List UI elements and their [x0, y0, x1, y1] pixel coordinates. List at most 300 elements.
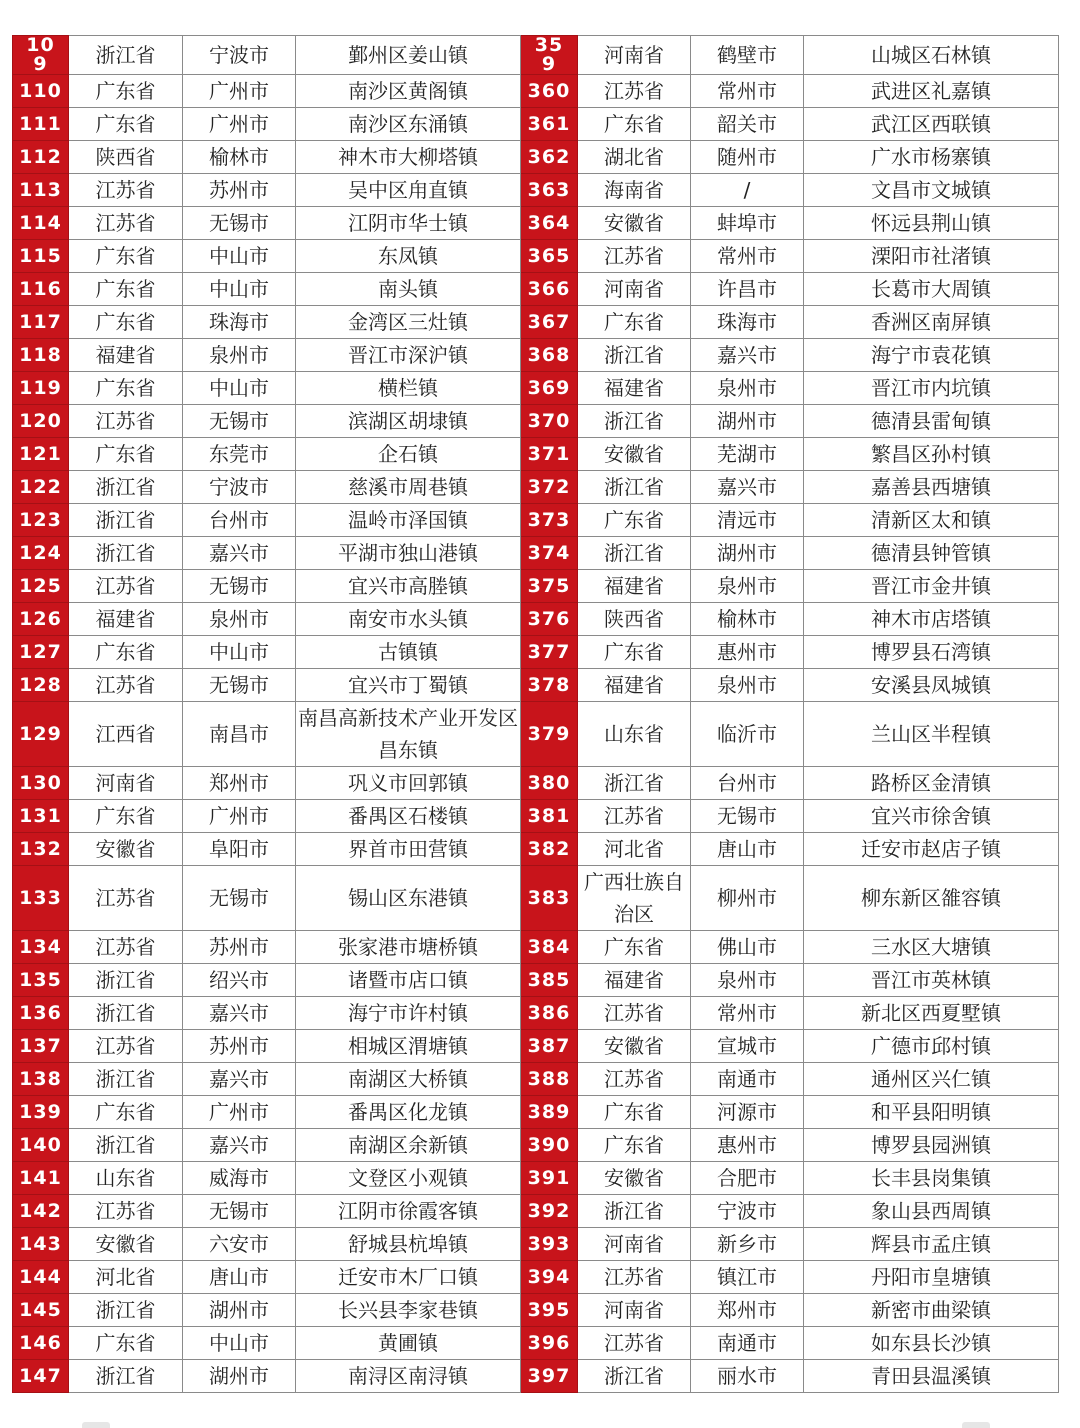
rank-number-cell: 384: [521, 931, 578, 964]
town-cell: 鄞州区姜山镇: [296, 36, 521, 75]
city-cell: 嘉兴市: [691, 339, 804, 372]
town-cell: 宜兴市高塍镇: [296, 570, 521, 603]
table-row: [13, 1360, 1059, 1393]
rank-number-cell: 388: [521, 1063, 578, 1096]
city-cell: 中山市: [183, 1327, 296, 1360]
town-cell: 博罗县石湾镇: [804, 636, 1059, 669]
city-cell: 宁波市: [691, 1195, 804, 1228]
city-cell: 宁波市: [183, 471, 296, 504]
town-cell: 如东县长沙镇: [804, 1327, 1059, 1360]
town-cell: 宜兴市丁蜀镇: [296, 669, 521, 702]
town-cell: 德清县钟管镇: [804, 537, 1059, 570]
town-cell: 兰山区半程镇: [804, 702, 1059, 767]
rank-number-cell: 389: [521, 1096, 578, 1129]
province-cell: 浙江省: [578, 339, 691, 372]
rank-number-cell: 138: [13, 1063, 69, 1096]
city-cell: 绍兴市: [183, 964, 296, 997]
rank-number-cell: 383: [521, 866, 578, 931]
city-cell: 唐山市: [691, 833, 804, 866]
town-cell: 和平县阳明镇: [804, 1096, 1059, 1129]
table-row: [13, 36, 1059, 75]
rank-number-cell: 125: [13, 570, 69, 603]
town-cell: 相城区渭塘镇: [296, 1030, 521, 1063]
city-cell: 嘉兴市: [183, 1063, 296, 1096]
province-cell: 广东省: [69, 306, 183, 339]
rank-number-cell: 134: [13, 931, 69, 964]
rank-number-cell: 129: [13, 702, 69, 767]
city-cell: 广州市: [183, 75, 296, 108]
town-cell: 象山县西周镇: [804, 1195, 1059, 1228]
province-cell: 福建省: [578, 372, 691, 405]
city-cell: 中山市: [183, 240, 296, 273]
province-cell: 浙江省: [578, 1360, 691, 1393]
table-row: [13, 964, 1059, 997]
town-cell: 武进区礼嘉镇: [804, 75, 1059, 108]
rank-number-cell: 394: [521, 1261, 578, 1294]
table-row: [13, 339, 1059, 372]
rank-number-cell: 373: [521, 504, 578, 537]
town-cell: 怀远县荆山镇: [804, 207, 1059, 240]
town-cell: 香洲区南屏镇: [804, 306, 1059, 339]
town-cell: 路桥区金清镇: [804, 767, 1059, 800]
province-cell: 浙江省: [578, 471, 691, 504]
city-cell: 东莞市: [183, 438, 296, 471]
town-cell: 辉县市孟庄镇: [804, 1228, 1059, 1261]
rank-number-cell: 375: [521, 570, 578, 603]
province-cell: 江苏省: [69, 174, 183, 207]
town-cell: 迁安市赵店子镇: [804, 833, 1059, 866]
rank-number-cell: 115: [13, 240, 69, 273]
city-cell: 蚌埠市: [691, 207, 804, 240]
town-cell: 海宁市袁花镇: [804, 339, 1059, 372]
rank-number-cell: 127: [13, 636, 69, 669]
city-cell: 嘉兴市: [183, 537, 296, 570]
city-cell: 临沂市: [691, 702, 804, 767]
province-cell: 浙江省: [578, 537, 691, 570]
rank-number-cell: 381: [521, 800, 578, 833]
city-cell: 榆林市: [183, 141, 296, 174]
province-cell: 海南省: [578, 174, 691, 207]
table-row: [13, 1063, 1059, 1096]
rank-number-cell: 367: [521, 306, 578, 339]
province-cell: 浙江省: [69, 964, 183, 997]
province-cell: 广东省: [69, 108, 183, 141]
rank-number-cell: 122: [13, 471, 69, 504]
province-cell: 河北省: [69, 1261, 183, 1294]
province-cell: 山东省: [578, 702, 691, 767]
town-cell: 南浔区南浔镇: [296, 1360, 521, 1393]
rank-number-cell: 371: [521, 438, 578, 471]
table-row: [13, 931, 1059, 964]
table-row: [13, 405, 1059, 438]
town-ranking-table: [12, 35, 1059, 1393]
province-cell: 陕西省: [578, 603, 691, 636]
city-cell: 湖州市: [183, 1360, 296, 1393]
city-cell: 泉州市: [183, 603, 296, 636]
city-cell: 无锡市: [183, 1195, 296, 1228]
city-cell: 无锡市: [183, 866, 296, 931]
rank-number-cell: 369: [521, 372, 578, 405]
rank-number-cell: 135: [13, 964, 69, 997]
rank-number-cell: 376: [521, 603, 578, 636]
province-cell: 安徽省: [69, 1228, 183, 1261]
city-cell: 泉州市: [691, 964, 804, 997]
city-cell: 珠海市: [183, 306, 296, 339]
table-row: [13, 669, 1059, 702]
rank-number-cell: 113: [13, 174, 69, 207]
city-cell: 镇江市: [691, 1261, 804, 1294]
province-cell: 江西省: [69, 702, 183, 767]
province-cell: 河南省: [578, 273, 691, 306]
city-cell: 中山市: [183, 372, 296, 405]
province-cell: 江苏省: [69, 1195, 183, 1228]
town-cell: 迁安市木厂口镇: [296, 1261, 521, 1294]
town-cell: 青田县温溪镇: [804, 1360, 1059, 1393]
rank-number-cell: 117: [13, 306, 69, 339]
province-cell: 江苏省: [69, 931, 183, 964]
city-cell: 佛山市: [691, 931, 804, 964]
page-edge-mark: [82, 1422, 110, 1428]
rank-number-cell: 359: [521, 36, 578, 75]
town-cell: 舒城县杭埠镇: [296, 1228, 521, 1261]
rank-number-cell: 116: [13, 273, 69, 306]
city-cell: 新乡市: [691, 1228, 804, 1261]
province-cell: 江苏省: [578, 997, 691, 1030]
province-cell: 福建省: [69, 339, 183, 372]
rank-number-cell: 364: [521, 207, 578, 240]
province-cell: 江苏省: [578, 1063, 691, 1096]
town-cell: 张家港市塘桥镇: [296, 931, 521, 964]
rank-number-cell: 380: [521, 767, 578, 800]
city-cell: 阜阳市: [183, 833, 296, 866]
town-cell: 晋江市金井镇: [804, 570, 1059, 603]
town-cell: 企石镇: [296, 438, 521, 471]
town-cell: 博罗县园洲镇: [804, 1129, 1059, 1162]
town-cell: 长丰县岗集镇: [804, 1162, 1059, 1195]
city-cell: 嘉兴市: [691, 471, 804, 504]
province-cell: 浙江省: [69, 471, 183, 504]
town-cell: 文昌市文城镇: [804, 174, 1059, 207]
province-cell: 江苏省: [578, 1327, 691, 1360]
town-cell: 广水市杨寨镇: [804, 141, 1059, 174]
province-cell: 河南省: [578, 1228, 691, 1261]
town-cell: 慈溪市周巷镇: [296, 471, 521, 504]
table-row: [13, 1030, 1059, 1063]
province-cell: 湖北省: [578, 141, 691, 174]
town-cell: 吴中区甪直镇: [296, 174, 521, 207]
rank-number-cell: 126: [13, 603, 69, 636]
rank-number-cell: 391: [521, 1162, 578, 1195]
town-cell: 新密市曲梁镇: [804, 1294, 1059, 1327]
city-cell: 无锡市: [183, 405, 296, 438]
rank-number-cell: 112: [13, 141, 69, 174]
province-cell: 浙江省: [69, 1129, 183, 1162]
town-cell: 广德市邱村镇: [804, 1030, 1059, 1063]
rank-number-cell: 119: [13, 372, 69, 405]
town-cell: 清新区太和镇: [804, 504, 1059, 537]
town-cell: 滨湖区胡埭镇: [296, 405, 521, 438]
city-cell: 泉州市: [691, 570, 804, 603]
town-cell: 南沙区东涌镇: [296, 108, 521, 141]
province-cell: 浙江省: [578, 767, 691, 800]
city-cell: 中山市: [183, 273, 296, 306]
rank-number-cell: 392: [521, 1195, 578, 1228]
rank-number-cell: 110: [13, 75, 69, 108]
province-cell: 江苏省: [69, 207, 183, 240]
town-cell: 巩义市回郭镇: [296, 767, 521, 800]
province-cell: 安徽省: [578, 1162, 691, 1195]
table-row: [13, 174, 1059, 207]
province-cell: 河南省: [578, 1294, 691, 1327]
province-cell: 江苏省: [69, 866, 183, 931]
province-cell: 浙江省: [69, 1063, 183, 1096]
city-cell: 苏州市: [183, 1030, 296, 1063]
city-cell: 鹤壁市: [691, 36, 804, 75]
ranking-table-page: [12, 35, 1058, 1393]
city-cell: 无锡市: [691, 800, 804, 833]
town-cell: 南湖区大桥镇: [296, 1063, 521, 1096]
table-row: [13, 273, 1059, 306]
city-cell: 韶关市: [691, 108, 804, 141]
city-cell: 威海市: [183, 1162, 296, 1195]
town-cell: 番禺区石楼镇: [296, 800, 521, 833]
city-cell: 湖州市: [691, 537, 804, 570]
table-row: [13, 1195, 1059, 1228]
province-cell: 浙江省: [69, 1294, 183, 1327]
province-cell: 浙江省: [69, 504, 183, 537]
city-cell: 广州市: [183, 1096, 296, 1129]
town-cell: 柳东新区雒容镇: [804, 866, 1059, 931]
province-cell: 广东省: [69, 636, 183, 669]
rank-number-cell: 146: [13, 1327, 69, 1360]
province-cell: 浙江省: [578, 405, 691, 438]
province-cell: 浙江省: [69, 1360, 183, 1393]
city-cell: 无锡市: [183, 570, 296, 603]
province-cell: 福建省: [69, 603, 183, 636]
province-cell: 广东省: [69, 438, 183, 471]
table-row: [13, 504, 1059, 537]
city-cell: 台州市: [183, 504, 296, 537]
table-row: [13, 767, 1059, 800]
table-row: [13, 1294, 1059, 1327]
city-cell: 台州市: [691, 767, 804, 800]
table-row: [13, 537, 1059, 570]
town-cell: 文登区小观镇: [296, 1162, 521, 1195]
province-cell: 江苏省: [69, 1030, 183, 1063]
city-cell: 郑州市: [183, 767, 296, 800]
province-cell: 江苏省: [578, 240, 691, 273]
city-cell: 惠州市: [691, 636, 804, 669]
town-cell: 三水区大塘镇: [804, 931, 1059, 964]
province-cell: 河北省: [578, 833, 691, 866]
province-cell: 江苏省: [578, 800, 691, 833]
town-cell: 神木市店塔镇: [804, 603, 1059, 636]
province-cell: 江苏省: [578, 75, 691, 108]
province-cell: 安徽省: [69, 833, 183, 866]
rank-number-cell: 360: [521, 75, 578, 108]
rank-number-cell: 374: [521, 537, 578, 570]
rank-number-cell: 121: [13, 438, 69, 471]
rank-number-cell: 362: [521, 141, 578, 174]
town-cell: 繁昌区孙村镇: [804, 438, 1059, 471]
table-row: [13, 141, 1059, 174]
province-cell: 广东省: [69, 75, 183, 108]
province-cell: 安徽省: [578, 1030, 691, 1063]
table-row: [13, 1162, 1059, 1195]
rank-number-cell: 143: [13, 1228, 69, 1261]
rank-number-cell: 132: [13, 833, 69, 866]
rank-number-cell: 382: [521, 833, 578, 866]
table-row: [13, 207, 1059, 240]
rank-number-cell: 137: [13, 1030, 69, 1063]
town-cell: 界首市田营镇: [296, 833, 521, 866]
city-cell: 嘉兴市: [183, 997, 296, 1030]
rank-number-cell: 145: [13, 1294, 69, 1327]
city-cell: 清远市: [691, 504, 804, 537]
rank-number-cell: 136: [13, 997, 69, 1030]
province-cell: 江苏省: [69, 570, 183, 603]
rank-number-cell: 131: [13, 800, 69, 833]
table-row: [13, 570, 1059, 603]
town-cell: 东凤镇: [296, 240, 521, 273]
town-cell: 温岭市泽国镇: [296, 504, 521, 537]
province-cell: 广东省: [578, 1129, 691, 1162]
province-cell: 浙江省: [578, 1195, 691, 1228]
city-cell: 无锡市: [183, 207, 296, 240]
table-row: [13, 372, 1059, 405]
town-cell: 南昌高新技术产业开发区昌东镇: [296, 702, 521, 767]
town-cell: 南沙区黄阁镇: [296, 75, 521, 108]
rank-number-cell: 120: [13, 405, 69, 438]
town-cell: 黄圃镇: [296, 1327, 521, 1360]
province-cell: 浙江省: [69, 997, 183, 1030]
city-cell: 泉州市: [691, 669, 804, 702]
table-row: [13, 306, 1059, 339]
town-cell: 山城区石林镇: [804, 36, 1059, 75]
province-cell: 广东省: [69, 240, 183, 273]
city-cell: 宣城市: [691, 1030, 804, 1063]
province-cell: 江苏省: [69, 405, 183, 438]
table-row: [13, 1096, 1059, 1129]
rank-number-cell: 139: [13, 1096, 69, 1129]
rank-number-cell: 147: [13, 1360, 69, 1393]
table-row: [13, 833, 1059, 866]
table-body: [13, 36, 1059, 1393]
province-cell: 浙江省: [69, 537, 183, 570]
rank-number-cell: 130: [13, 767, 69, 800]
rank-number-cell: 114: [13, 207, 69, 240]
province-cell: 广东省: [69, 800, 183, 833]
rank-number-cell: 118: [13, 339, 69, 372]
province-cell: 江苏省: [578, 1261, 691, 1294]
province-cell: 广东省: [578, 1096, 691, 1129]
rank-number-cell: 377: [521, 636, 578, 669]
town-cell: 宜兴市徐舍镇: [804, 800, 1059, 833]
rank-number-cell: 368: [521, 339, 578, 372]
city-cell: 唐山市: [183, 1261, 296, 1294]
town-cell: 江阴市华士镇: [296, 207, 521, 240]
town-cell: 德清县雷甸镇: [804, 405, 1059, 438]
rank-number-cell: 395: [521, 1294, 578, 1327]
province-cell: 江苏省: [69, 669, 183, 702]
town-cell: 江阴市徐霞客镇: [296, 1195, 521, 1228]
province-cell: 广东省: [578, 504, 691, 537]
table-row: [13, 438, 1059, 471]
town-cell: 南安市水头镇: [296, 603, 521, 636]
rank-number-cell: 390: [521, 1129, 578, 1162]
rank-number-cell: 386: [521, 997, 578, 1030]
rank-number-cell: 385: [521, 964, 578, 997]
city-cell: 广州市: [183, 800, 296, 833]
city-cell: 榆林市: [691, 603, 804, 636]
province-cell: 福建省: [578, 570, 691, 603]
province-cell: 广东省: [578, 108, 691, 141]
town-cell: 晋江市英林镇: [804, 964, 1059, 997]
rank-number-cell: 141: [13, 1162, 69, 1195]
table-row: [13, 108, 1059, 141]
table-row: [13, 997, 1059, 1030]
city-cell: 常州市: [691, 997, 804, 1030]
city-cell: /: [691, 174, 804, 207]
city-cell: 无锡市: [183, 669, 296, 702]
city-cell: 嘉兴市: [183, 1129, 296, 1162]
province-cell: 福建省: [578, 964, 691, 997]
table-row: [13, 603, 1059, 636]
city-cell: 芜湖市: [691, 438, 804, 471]
table-row: [13, 866, 1059, 931]
rank-number-cell: 144: [13, 1261, 69, 1294]
town-cell: 晋江市内坑镇: [804, 372, 1059, 405]
rank-number-cell: 370: [521, 405, 578, 438]
province-cell: 广东省: [578, 636, 691, 669]
town-cell: 金湾区三灶镇: [296, 306, 521, 339]
province-cell: 河南省: [578, 36, 691, 75]
rank-number-cell: 372: [521, 471, 578, 504]
province-cell: 广东省: [69, 372, 183, 405]
town-cell: 晋江市深沪镇: [296, 339, 521, 372]
rank-number-cell: 396: [521, 1327, 578, 1360]
table-row: [13, 240, 1059, 273]
page-edge-mark: [962, 1422, 990, 1428]
rank-number-cell: 393: [521, 1228, 578, 1261]
province-cell: 广东省: [69, 273, 183, 306]
table-row: [13, 1327, 1059, 1360]
city-cell: 中山市: [183, 636, 296, 669]
province-cell: 广西壮族自治区: [578, 866, 691, 931]
rank-number-cell: 142: [13, 1195, 69, 1228]
city-cell: 河源市: [691, 1096, 804, 1129]
city-cell: 南通市: [691, 1327, 804, 1360]
table-row: [13, 1129, 1059, 1162]
province-cell: 安徽省: [578, 438, 691, 471]
town-cell: 南湖区余新镇: [296, 1129, 521, 1162]
town-cell: 安溪县凤城镇: [804, 669, 1059, 702]
table-row: [13, 636, 1059, 669]
city-cell: 泉州市: [183, 339, 296, 372]
city-cell: 合肥市: [691, 1162, 804, 1195]
rank-number-cell: 123: [13, 504, 69, 537]
province-cell: 广东省: [578, 306, 691, 339]
town-cell: 神木市大柳塔镇: [296, 141, 521, 174]
city-cell: 常州市: [691, 240, 804, 273]
city-cell: 南昌市: [183, 702, 296, 767]
town-cell: 武江区西联镇: [804, 108, 1059, 141]
table-row: [13, 471, 1059, 504]
city-cell: 苏州市: [183, 174, 296, 207]
city-cell: 泉州市: [691, 372, 804, 405]
province-cell: 安徽省: [578, 207, 691, 240]
province-cell: 山东省: [69, 1162, 183, 1195]
